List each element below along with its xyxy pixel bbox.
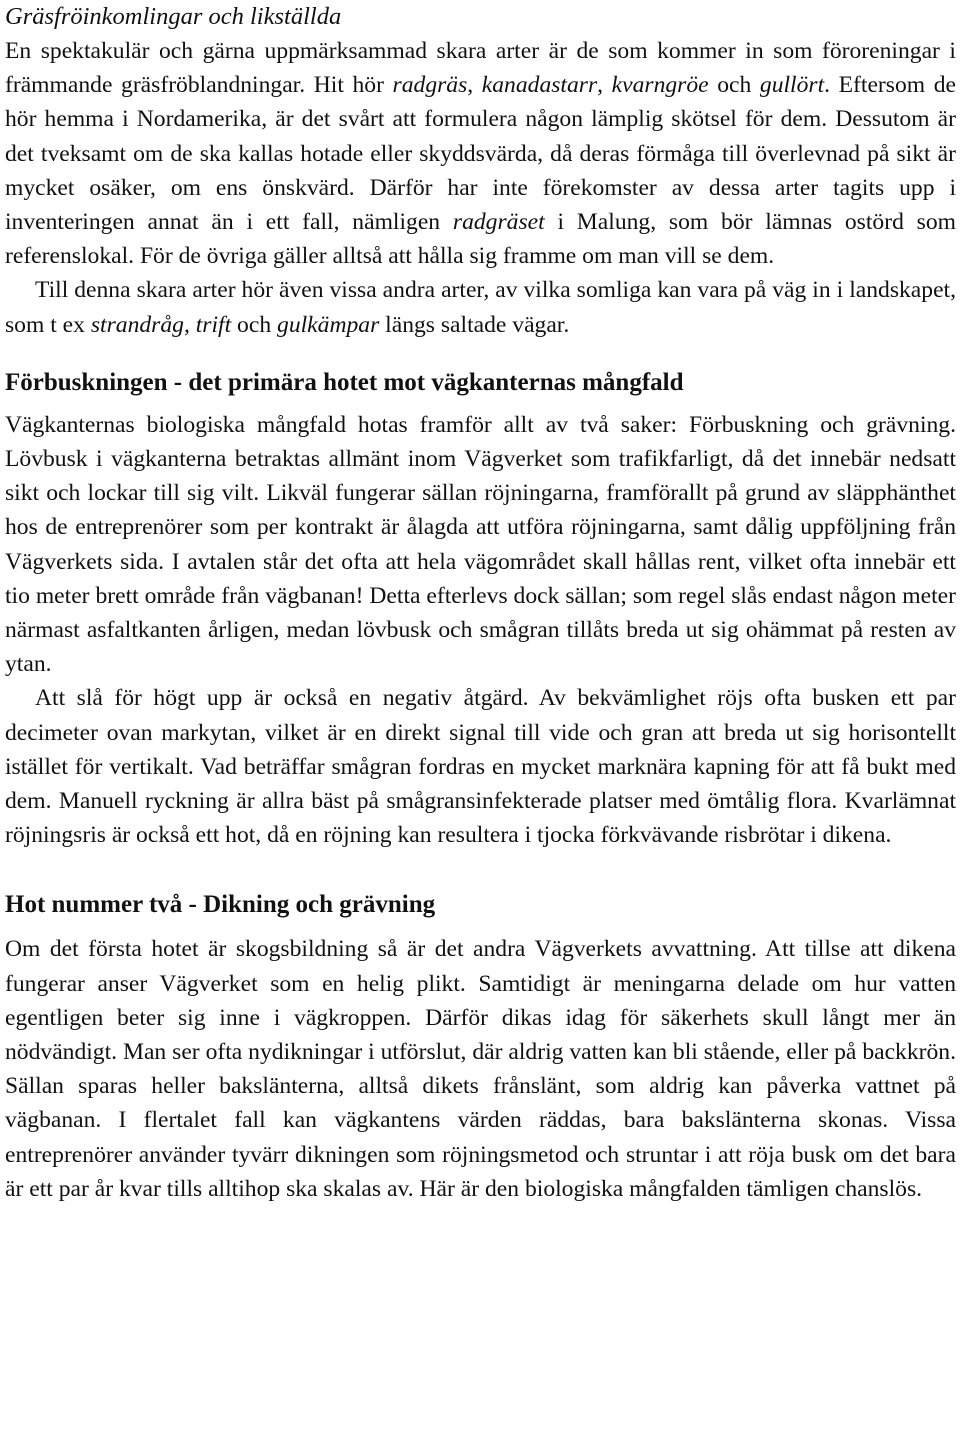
text-run: , — [467, 72, 482, 99]
section-heading-hot-nummer-tva: Hot nummer två - Dikning och grävning — [5, 891, 436, 919]
text-run: i Malung, som bör lämnas ostörd som referenslokal. För de övriga gäller alltså att hålla sig framme om man vill se dem. — [5, 209, 956, 270]
species-name-trift: trift — [195, 311, 232, 338]
text-run: , — [597, 72, 612, 99]
text-run: och — [708, 72, 760, 99]
paragraph-forbuskning-2: Att slå för högt upp är också en negativ åtgärd. Av bekvämlighet röjs ofta busken ett par decimeter ovan markytan, vilket är en direkt signal till vide och gran att breda ut sig horisontellt istället för vertikalt. Vad beträffar smågran fordras en mycket marknära kapning för att få bukt med dem. Manuell ryckning är allra bäst på smågransinfekterade platser med ömtålig flora. Kvarlämnat röjningsris är också ett hot, då en röjning kan resultera i tjocka förkvävande risbrötar i dikena. — [5, 685, 956, 849]
text-run: , — [183, 311, 196, 338]
species-name-gulkampar: gulkämpar — [277, 311, 380, 338]
species-name-radgras: radgräs — [392, 72, 468, 99]
species-name-gullort: gullört — [759, 72, 825, 99]
section-subheading-grasfroinkomlingar: Gräsfröinkomlingar och likställda — [5, 3, 342, 30]
species-name-strandrag: strandråg — [90, 311, 184, 338]
text-run: och — [231, 311, 278, 338]
text-run: En spektakulär och gärna uppmärksammad skara arter är de som kommer in som föroreningar i främmande gräsfröblandningar. Hit hör — [5, 38, 956, 99]
paragraph-grasfro-2 — [5, 273, 956, 341]
paragraph-dikning-1: Om det första hotet är skogsbildning så är det andra Vägverkets avvattning. Att tillse att dikena fungerar anser Vägverket som en helig plikt. Samtidigt är meningarna delade om hur vatten egentligen beter sig inne i vägkroppen. Därför dikas idag för säkerhets skull långt mer än nödvändigt. Man ser ofta nydikningar i utförslut, där aldrig vatten kan bli stående, eller på backkrön. Sällan sparas heller bakslänterna, alltså dikets frånslänt, som aldrig kan påverka vattnet på vägbanan. I flertalet fall kan vägkantens värden räddas, bara bakslänterna skonas. Vissa entreprenörer använder tyvärr dikningen som röjningsmetod och struntar i att röja busk om det bara är ett par år kvar tills alltihop ska skalas av. Här är den biologiska mångfalden tämligen chanslös. — [5, 936, 956, 1202]
species-name-kvarngroe: kvarngröe — [611, 72, 709, 99]
document-page — [5, 0, 956, 1206]
paragraph-forbuskning-1: Vägkanternas biologiska mångfald hotas framför allt av två saker: Förbuskning och grävning. Lövbusk i vägkanterna betraktas allmänt inom Vägverket som trafikfarligt, då det innebär nedsatt sikt och lockar till sig vilt. Likväl fungerar sällan röjningarna, framförallt på grund av släpphänthet hos de entreprenörer som per kontrakt är ålagda att utföra röjningarna, samt dålig uppföljning från Vägverkets sida. I avtalen står det ofta att hela vägområdet skall hållas rent, vilket ofta innebär ett tio meter brett område från vägbanan! Detta efterlevs dock sällan; som regel slås endast någon meter närmast asfaltkanten årligen, medan lövbusk och smågran tillåts breda ut sig ohämmat på resten av ytan. — [5, 411, 956, 678]
text-run: längs saltade vägar. — [379, 311, 570, 338]
section-heading-forbuskningen: Förbuskningen - det primära hotet mot vägkanternas mångfald — [5, 368, 684, 396]
species-name-radgraset: radgräset — [452, 209, 545, 236]
species-name-kanadastarr: kanadastarr — [481, 72, 598, 99]
text-run: . Eftersom de hör hemma i Nordamerika, är det svårt att formulera någon lämplig skötsel för dem. Dessutom är det tveksamt om de ska kallas hotade eller skyddsvärda, då deras förmåga till överlevnad på sikt är mycket osäker, om ens önskvärd. Därför har inte förekomster av dessa arter tagits upp i inventeringen annat än i ett fall, nämligen — [5, 72, 956, 236]
text-run: Till denna skara arter hör även vissa andra arter, av vilka somliga kan vara på väg in i landskapet, som t ex — [5, 277, 956, 338]
paragraph-grasfro-1 — [5, 34, 956, 273]
